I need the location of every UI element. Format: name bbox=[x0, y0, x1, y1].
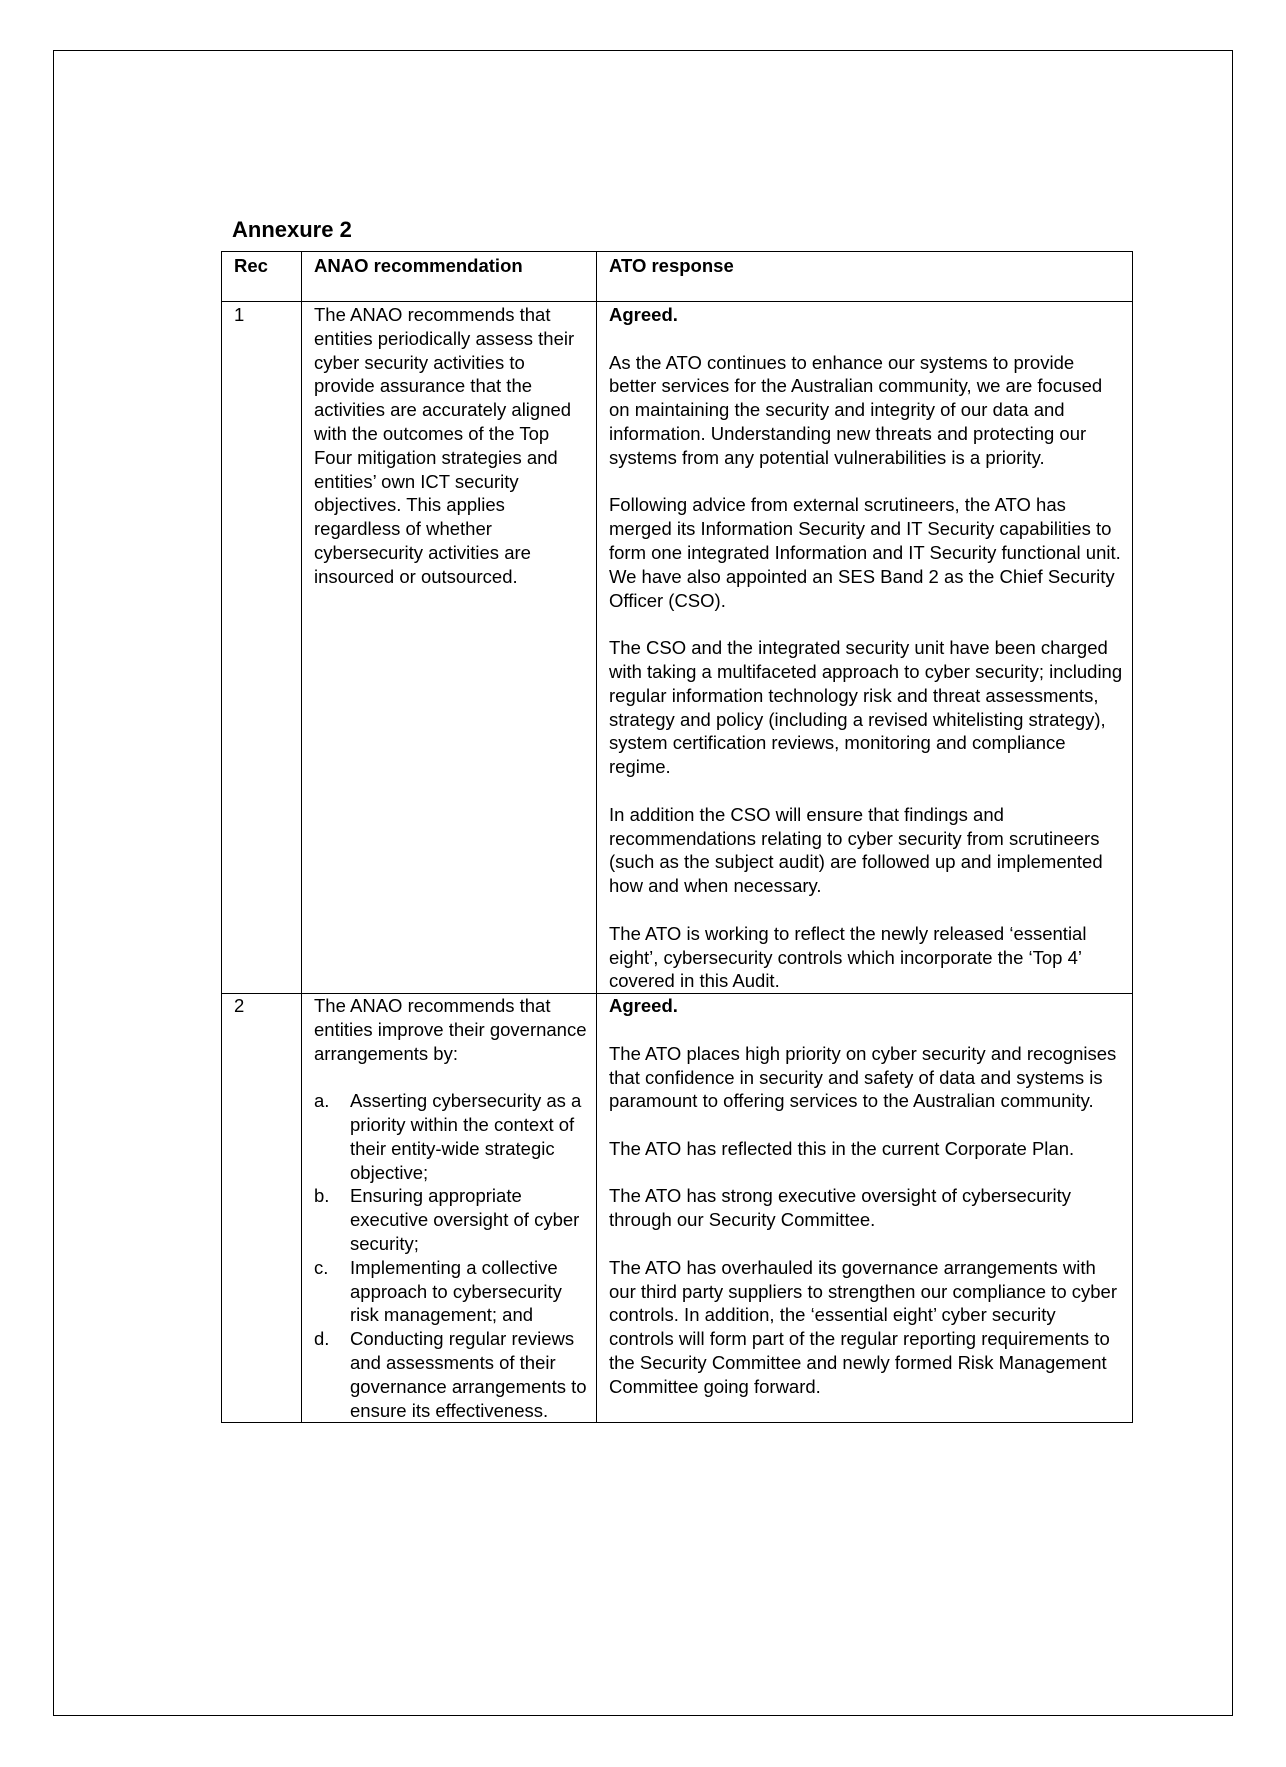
response-paragraph: As the ATO continues to enhance our systems to provide better services for the Australian community, we are focused on maintaining the security and integrity of our data and information. Understanding new threats and protecting our systems from any potential vulnerabilities is a priority. bbox=[609, 351, 1103, 468]
list-marker: d. bbox=[314, 1328, 330, 1350]
list-item-text: Asserting cybersecurity as a priority within the context of their entity-wide strategic objective; bbox=[350, 1090, 582, 1183]
response-paragraph: The ATO has strong executive oversight of cybersecurity through our Security Committee. bbox=[609, 1185, 1072, 1231]
header-ato-response: ATO response bbox=[597, 252, 1133, 302]
table-header-row bbox=[222, 252, 1133, 302]
recommendation-text: The ANAO recommends that entities periodically assess their cyber security activities to provide assurance that the activities are accurately aligned with the outcomes of the Top Four mitigation strategies and entities’ own ICT security objectives. This applies regardless of whether cybersecurity activities are insourced or outsourced. bbox=[302, 302, 597, 994]
response-paragraph: The ATO is working to reflect the newly released ‘essential eight’, cybersecurity controls which incorporate the ‘Top 4’ covered in this Audit. bbox=[609, 922, 1087, 992]
response-paragraph: The ATO has overhauled its governance arrangements with our third party suppliers to strengthen our compliance to cyber controls. In addition, the ‘essential eight’ cyber security controls will form part of the regular reporting requirements to the Security Committee and newly formed Risk Management Committee going forward. bbox=[609, 1256, 1117, 1397]
table-row bbox=[222, 994, 1133, 1423]
response-paragraph: In addition the CSO will ensure that findings and recommendations relating to cyber security from scrutineers (such as the subject audit) are followed up and implemented how and when necessary. bbox=[609, 803, 1103, 897]
rec-number: 2 bbox=[222, 994, 302, 1423]
response-paragraph: The ATO has reflected this in the current Corporate Plan. bbox=[609, 1137, 1075, 1159]
list-marker: c. bbox=[314, 1256, 329, 1278]
recommendations-table bbox=[221, 251, 1133, 1423]
list-marker: a. bbox=[314, 1090, 330, 1112]
list-item-text: Conducting regular reviews and assessments of their governance arrangements to ensure its effectiveness. bbox=[350, 1328, 587, 1421]
list-item bbox=[314, 1256, 588, 1327]
header-anao-recommendation: ANAO recommendation bbox=[302, 252, 597, 302]
rec-number: 1 bbox=[222, 302, 302, 994]
response-cell bbox=[597, 994, 1133, 1423]
list-marker: b. bbox=[314, 1185, 330, 1207]
response-paragraph: Following advice from external scrutineers, the ATO has merged its Information Security and IT Security capabilities to form one integrated Information and IT Security functional unit. We have also appointed an SES Band 2 as the Chief Security Officer (CSO). bbox=[609, 494, 1121, 611]
recommendation-intro: The ANAO recommends that entities improve their governance arrangements by: bbox=[314, 995, 587, 1064]
annexure-heading: Annexure 2 bbox=[232, 217, 352, 242]
response-agreed: Agreed. bbox=[609, 304, 678, 325]
list-item bbox=[314, 1327, 588, 1422]
list-item bbox=[314, 1184, 588, 1255]
response-paragraph: The CSO and the integrated security unit have been charged with taking a multifaceted approach to cyber security; including regular information technology risk and threat assessments, strategy and policy (including a revised whitelisting strategy), system certification reviews, monitoring and compliance regime. bbox=[609, 637, 1123, 778]
table-row bbox=[222, 302, 1133, 994]
list-item-text: Implementing a collective approach to cybersecurity risk management; and bbox=[350, 1256, 562, 1326]
response-paragraph: The ATO places high priority on cyber security and recognises that confidence in security and safety of data and systems is paramount to offering services to the Australian community. bbox=[609, 1042, 1117, 1112]
list-item bbox=[314, 1089, 588, 1184]
list-item-text: Ensuring appropriate executive oversight of cyber security; bbox=[350, 1185, 580, 1255]
recommendation-list bbox=[314, 1089, 588, 1422]
header-rec: Rec bbox=[222, 252, 302, 302]
response-agreed: Agreed. bbox=[609, 995, 678, 1017]
recommendation-cell bbox=[302, 994, 597, 1423]
response-cell bbox=[597, 302, 1133, 994]
